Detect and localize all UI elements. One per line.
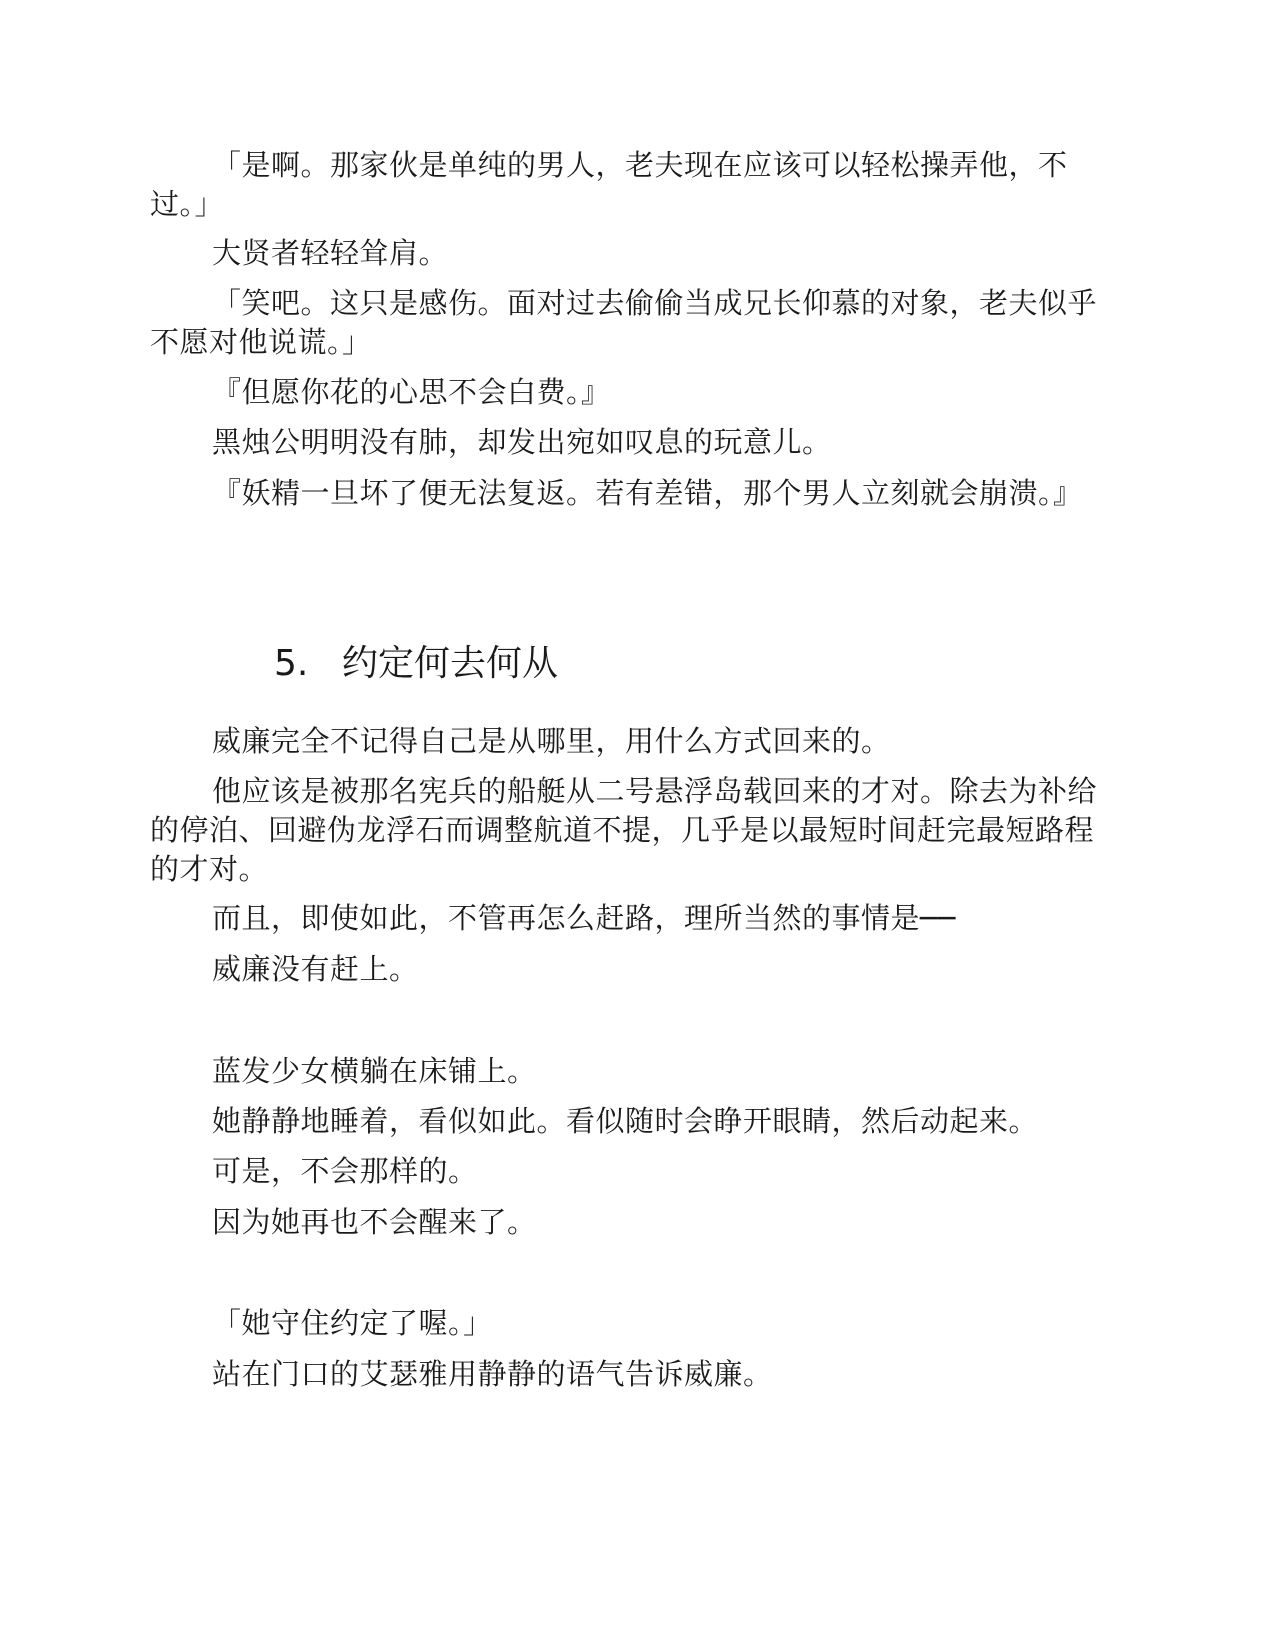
paragraph: 她静静地睡着，看似如此。看似随时会睁开眼睛，然后动起来。 — [212, 1104, 1039, 1138]
chapter-heading — [274, 642, 558, 686]
paragraph: 「笑吧。这只是感伤。面对过去偷偷当成兄长仰慕的对象，老夫似乎不愿对他说谎。」 — [150, 286, 1098, 359]
paragraph: 可是，不会那样的。 — [212, 1154, 478, 1188]
paragraph: 「她守住约定了喔。」 — [212, 1306, 493, 1340]
paragraph: 黑烛公明明没有肺，却发出宛如叹息的玩意儿。 — [212, 425, 832, 459]
chapter-title: 约定何去何从 — [342, 643, 559, 684]
paragraph: 而且，即使如此，不管再怎么赶路，理所当然的事情是── — [212, 901, 956, 935]
paragraph: 站在门口的艾瑟雅用静静的语气告诉威廉。 — [212, 1357, 773, 1391]
paragraph: 威廉完全不记得自己是从哪里，用什么方式回来的。 — [212, 724, 891, 758]
paragraph: 蓝发少女横躺在床铺上。 — [212, 1054, 537, 1088]
paragraph: 他应该是被那名宪兵的船艇从二号悬浮岛载回来的才对。除去为补给的停泊、回避伪龙浮石而调整航道不提，几乎是以最短时间赶完最短路程的才对。 — [150, 774, 1098, 886]
paragraph: 大贤者轻轻耸肩。 — [212, 236, 449, 270]
paragraph: 『但愿你花的心思不会白费。』 — [212, 375, 611, 409]
paragraph: 「是啊。那家伙是单纯的男人，老夫现在应该可以轻松操弄他，不过。」 — [150, 148, 1068, 221]
chapter-number: 5. — [274, 643, 309, 684]
paragraph: 威廉没有赶上。 — [212, 952, 419, 986]
paragraph: 因为她再也不会醒来了。 — [212, 1205, 537, 1239]
document-page — [150, 0, 1122, 1650]
paragraph: 『妖精一旦坏了便无法复返。若有差错，那个男人立刻就会崩溃。』 — [212, 476, 1083, 510]
